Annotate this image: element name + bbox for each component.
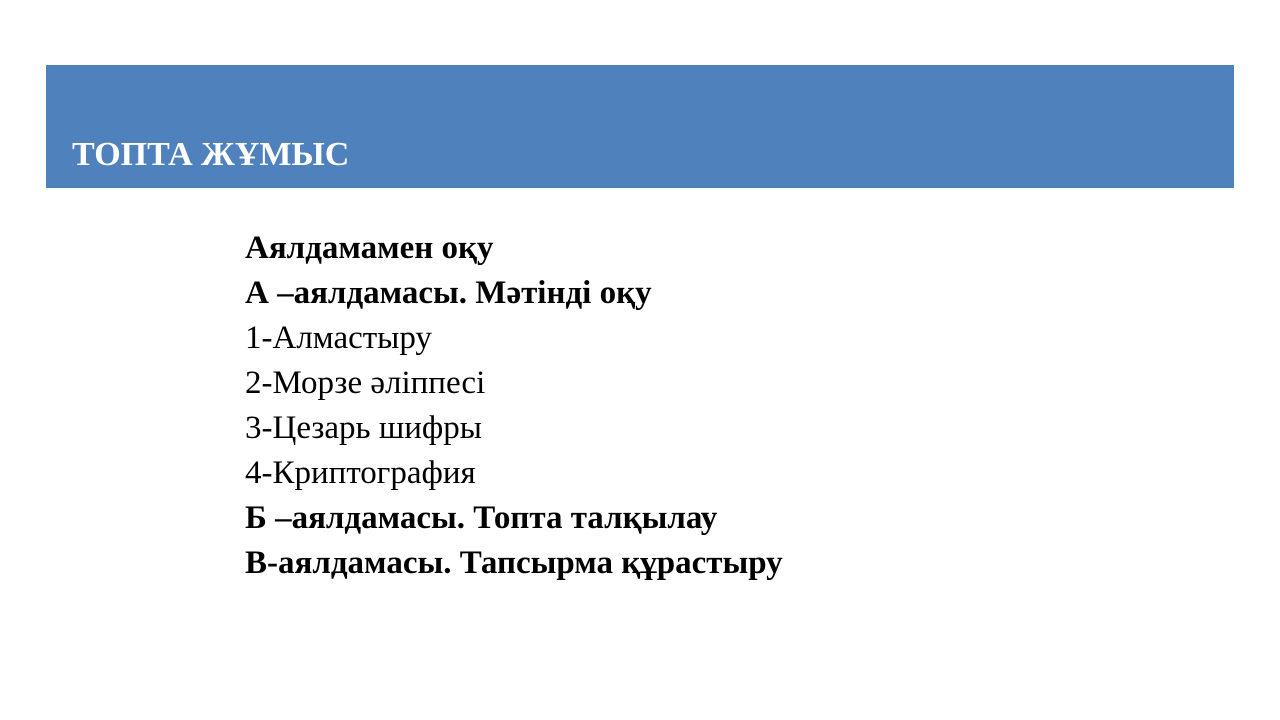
list-item-caesar: 3-Цезарь шифры [245, 410, 482, 446]
list-item-stop-v: В-аялдамасы. Тапсырма құрастыру [245, 545, 783, 581]
list-item-stop-b: Б –аялдамасы. Топта талқылау [245, 500, 718, 536]
list-item-morse: 2-Морзе әліппесі [245, 365, 486, 401]
content-list [245, 226, 1145, 586]
list-item-stop-a: А –аялдамасы. Мәтінді оқу [245, 275, 652, 311]
slide-title: ТОПТА ЖҰМЫС [72, 136, 350, 173]
list-item-cryptography: 4-Криптография [245, 455, 476, 491]
title-band [46, 65, 1234, 188]
list-item-heading: Аялдамамен оқу [245, 230, 494, 266]
list-item-substitution: 1-Алмастыру [245, 320, 432, 356]
